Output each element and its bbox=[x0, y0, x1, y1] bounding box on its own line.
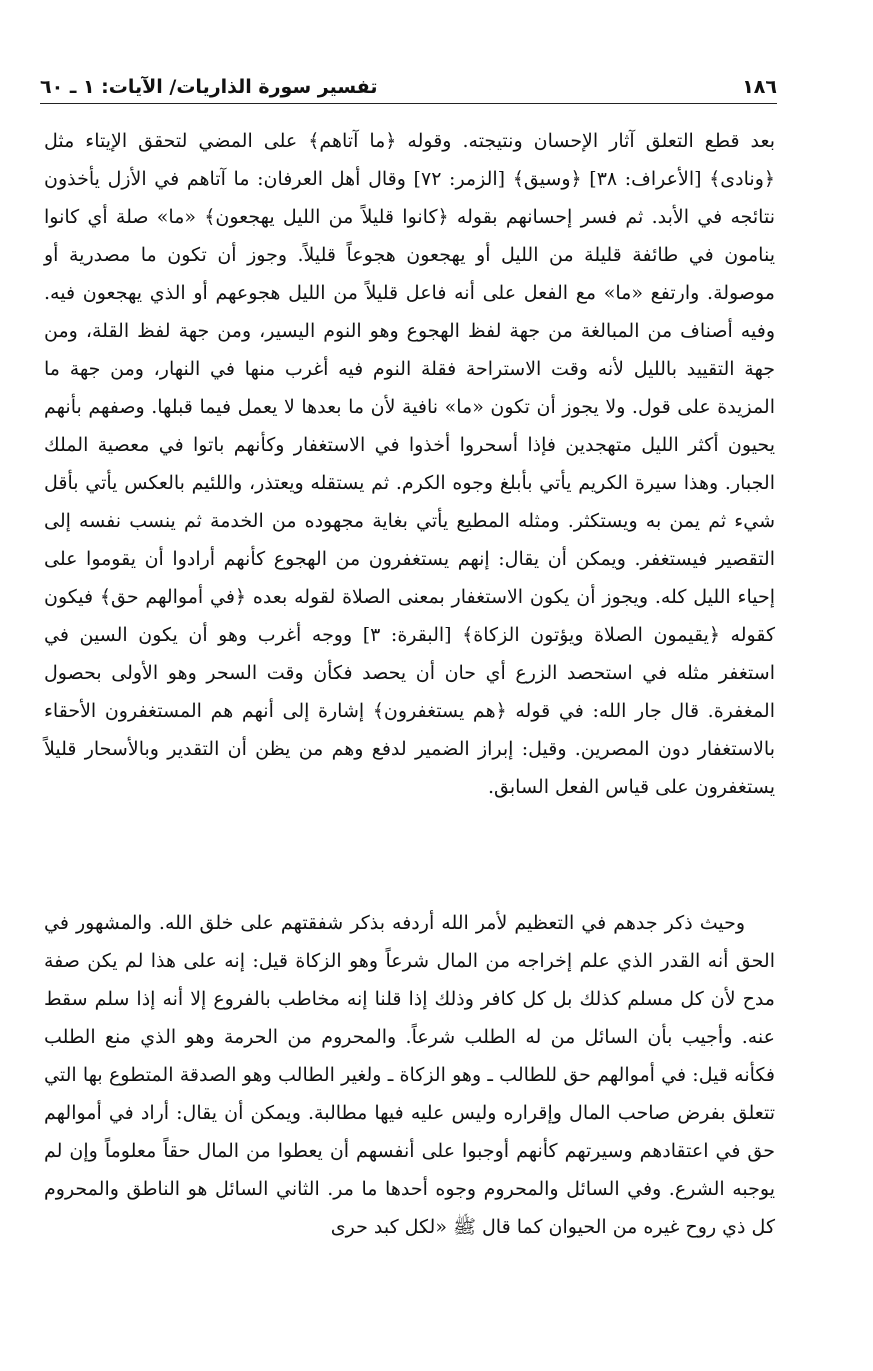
running-title: تفسير سورة الذاريات/ الآيات: ١ ـ ٦٠ bbox=[40, 76, 378, 98]
running-head bbox=[40, 70, 777, 104]
paragraph: وحيث ذكر جدهم في التعظيم لأمر الله أردفه بذكر شفقتهم على خلق الله. والمشهور في الحق أنه القدر الذي علم إخراجه من المال شرعاً وهو الزكاة قيل: إنه على هذا لم يكن صفة مدح لأن كل مسلم كذلك بل كل كافر وذلك إذا قلنا إنه مخاطب بالفروع إلا أنه إذا سلم سقط عنه. وأجيب بأن السائل من له الطلب شرعاً. والمحروم من الحرمة وهو الذي منع الطلب فكأنه قيل: في أموالهم حق للطالب ـ وهو الزكاة ـ ولغير الطالب وهو الصدقة المتطوع بها التي تتعلق بفرض صاحب المال وإقراره وليس عليه فيها مطالبة. ويمكن أن يقال: أراد في أموالهم حق في اعتقادهم وسيرتهم كأنهم أوجبوا على أنفسهم أن يعطوا من المال حقاً معلوماً وإن لم يوجبه الشرع. وفي السائل والمحروم وجوه أحدها ما مر. الثاني السائل هو الناطق والمحروم كل ذي روح غيره من الحيوان كما قال ﷺ «لكل كبد حرى bbox=[44, 912, 775, 1238]
commentary-section-two bbox=[44, 904, 775, 1246]
paragraph: بعد قطع التعلق آثار الإحسان ونتيجته. وقوله ﴿ما آتاهم﴾ على المضي لتحقق الإيتاء مثل ﴿ونادى﴾ [الأعراف: ٣٨] ﴿وسيق﴾ [الزمر: ٧٢] وقال أهل العرفان: ما آتاهم في الأزل يأخذون نتائجه في الأبد. ثم فسر إحسانهم بقوله ﴿كانوا قليلاً من الليل يهجعون﴾ «ما» صلة أي كانوا ينامون في طائفة قليلة من الليل أو يهجعون هجوعاً قليلاً. وجوز أن تكون ما مصدرية أو موصولة. وارتفع «ما» مع الفعل على أنه فاعل قليلاً من الليل هجوعهم أو الذي يهجعون فيه. وفيه أصناف من المبالغة من جهة لفظ الهجوع وهو النوم اليسير، ومن جهة لفظ القلة، ومن جهة التقييد بالليل لأنه وقت الاستراحة فقلة النوم فيه أغرب منها في النهار، ومن جهة ما المزيدة على قول. ولا يجوز أن تكون «ما» نافية لأن ما بعدها لا يعمل فيما قبلها. وصفهم بأنهم يحيون أكثر الليل متهجدين فإذا أسحروا أخذوا في الاستغفار وكأنهم باتوا في معصية الملك الجبار. وهذا سيرة الكريم يأتي بأبلغ وجوه الكرم. ثم يستقله ويعتذر، واللئيم بالعكس يأتي بأقل شيء ثم يمن به ويستكثر. ومثله المطيع يأتي بغاية مجهوده من الخدمة ثم ينسب نفسه إلى التقصير فيستغفر. ويمكن أن يقال: إنهم يستغفرون من الهجوع كأنهم أرادوا أن يقوموا على إحياء الليل كله. ويجوز أن يكون الاستغفار بمعنى الصلاة لقوله بعده ﴿في أموالهم حق﴾ فيكون كقوله ﴿يقيمون الصلاة ويؤتون الزكاة﴾ [البقرة: ٣] ووجه أغرب وهو أن يكون السين في استغفر مثله في استحصد الزرع أي حان أن يحصد فكأن وقت السحر وهو الأولى بحصول المغفرة. قال جار الله: في قوله ﴿هم يستغفرون﴾ إشارة إلى أنهم هم المستغفرون الأحقاء بالاستغفار دون المصرين. وقيل: إبراز الضمير لدفع وهم من يظن أن التقدير وبالأسحار قليلاً يستغفرون على قياس الفعل السابق. bbox=[44, 130, 776, 798]
page-number: ١٨٦ bbox=[742, 76, 777, 98]
commentary-section-one bbox=[44, 122, 775, 806]
